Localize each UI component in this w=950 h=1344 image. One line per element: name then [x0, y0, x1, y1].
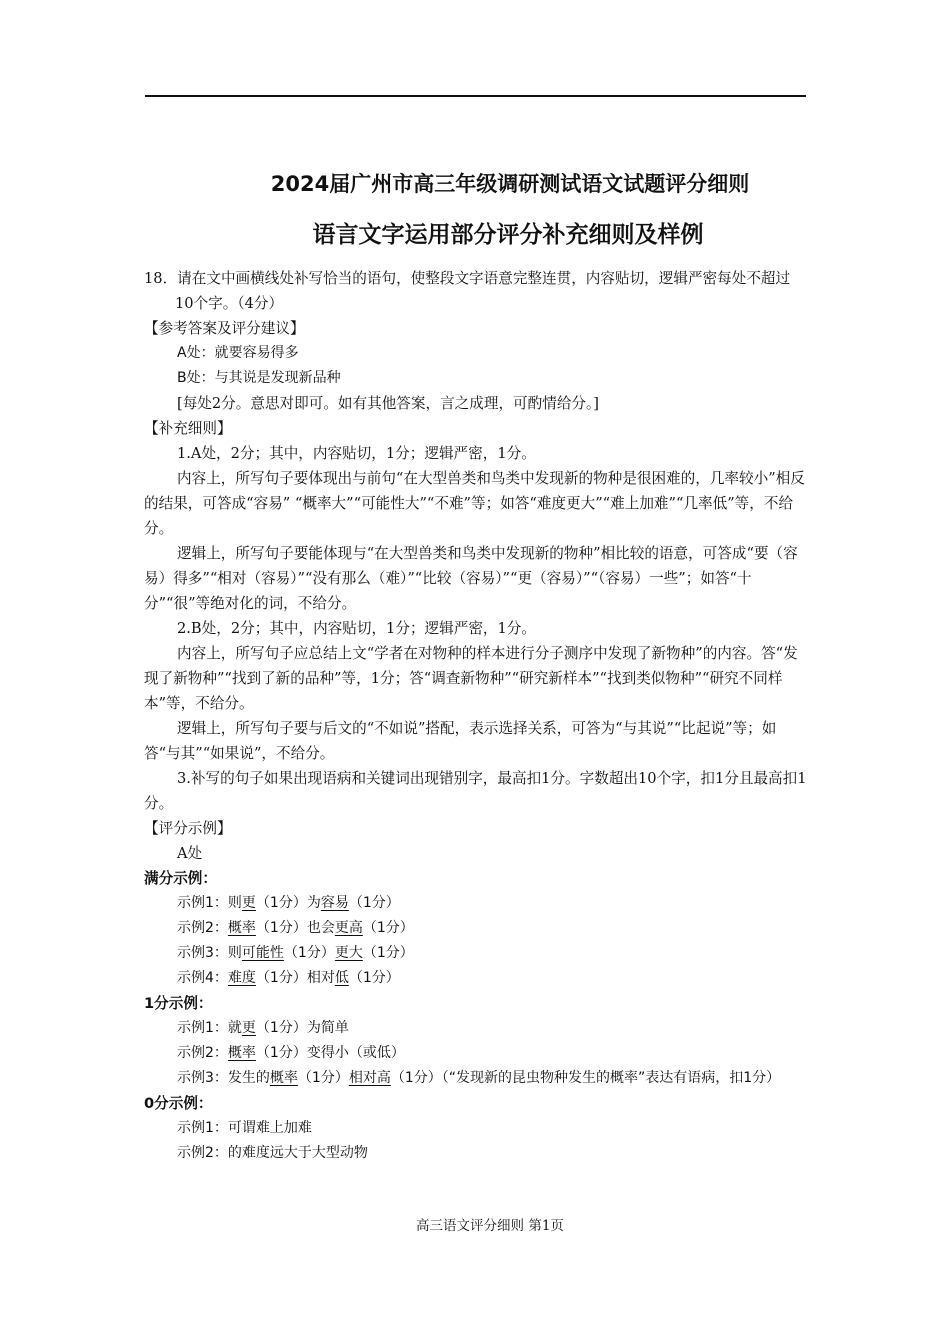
one-point-example: 示例2：概率（1分）变得小（或低） — [177, 1045, 405, 1061]
full-score-heading: 满分示例： — [144, 870, 217, 887]
supplement-paragraph: 逻辑上，所写句子要能体现与“在大型兽类和鸟类中发现新的物种”相比较的语意，可答成“要（容易）得多”“相对（容易）”“没有那么（难）”“比较（容易）”“更（容易）”“（容易）一些”；如答“十分”“很”等绝对化的词，不给分。 — [144, 545, 798, 612]
document-body — [144, 266, 808, 1166]
answer-b: B处：与其说是发现新品种 — [177, 370, 341, 386]
zero-point-heading: 0分示例： — [144, 1095, 213, 1112]
one-point-heading: 1分示例： — [144, 995, 213, 1012]
supplement-heading: 【补充细则】 — [144, 420, 232, 437]
scoring-note: [每处2分。意思对即可。如有其他答案，言之成理，可酌情给分。] — [177, 395, 599, 412]
question-text: 18．请在文中画横线处补写恰当的语句，使整段文字语意完整连贯，内容贴切，逻辑严密每处不超过10个字。（4分） — [144, 270, 791, 312]
full-example: 示例4：难度（1分）相对低（1分） — [177, 970, 400, 986]
one-point-example: 示例1：就更（1分）为简单 — [177, 1020, 349, 1036]
zero-point-example: 示例1：可谓难上加难 — [177, 1120, 312, 1136]
supplement-item: 1.A处，2分；其中，内容贴切，1分；逻辑严密，1分。 — [177, 445, 536, 462]
zero-point-example: 示例2：的难度远大于大型动物 — [177, 1145, 368, 1161]
supplement-paragraph: 内容上，所写句子要体现出与前句“在大型兽类和鸟类中发现新的物种是很困难的，几率较小”相反的结果，可答成“容易” “概率大”“可能性大”“不难”等；如答“难度更大”“难上加难”“几率低”等，不给分。 — [144, 470, 805, 537]
supplement-item: 2.B处，2分；其中，内容贴切，1分；逻辑严密，1分。 — [177, 620, 536, 637]
document-subtitle: 语言文字运用部分评分补充细则及样例 — [312, 222, 704, 248]
supplement-paragraph: 3.补写的句子如果出现语病和关键词出现错别字，最高扣1分。字数超出10个字，扣1分且最高扣1分。 — [144, 770, 807, 812]
header-rule — [145, 95, 806, 97]
document-title: 2024届广州市高三年级调研测试语文试题评分细则 — [270, 172, 750, 196]
answer-a: A处：就要容易得多 — [177, 345, 299, 361]
full-example: 示例1：则更（1分）为容易（1分） — [177, 895, 400, 911]
full-example: 示例3：则可能性（1分）更大（1分） — [177, 945, 414, 961]
example-heading: 【评分示例】 — [144, 820, 232, 837]
example-section-label: A处 — [177, 845, 203, 862]
supplement-paragraph: 逻辑上，所写句子要与后文的“不如说”搭配，表示选择关系，可答为“与其说”“比起说”等；如答“与其”“如果说”，不给分。 — [144, 720, 777, 762]
page-footer: 高三语文评分细则 第1页 — [416, 1218, 564, 1234]
reference-heading: 【参考答案及评分建议】 — [144, 320, 305, 337]
supplement-paragraph: 内容上，所写句子应总结上文“学者在对物种的样本进行分子测序中发现了新物种”的内容。答“发现了新物种”“找到了新的品种”等，1分；答“调查新物种”“研究新样本”“找到类似物种”“研究不同样本”等，不给分。 — [144, 645, 798, 712]
full-example: 示例2：概率（1分）也会更高（1分） — [177, 920, 414, 936]
one-point-example: 示例3：发生的概率（1分）相对高（1分）（“发现新的昆虫物种发生的概率”表达有语病，扣1分） — [177, 1070, 781, 1086]
